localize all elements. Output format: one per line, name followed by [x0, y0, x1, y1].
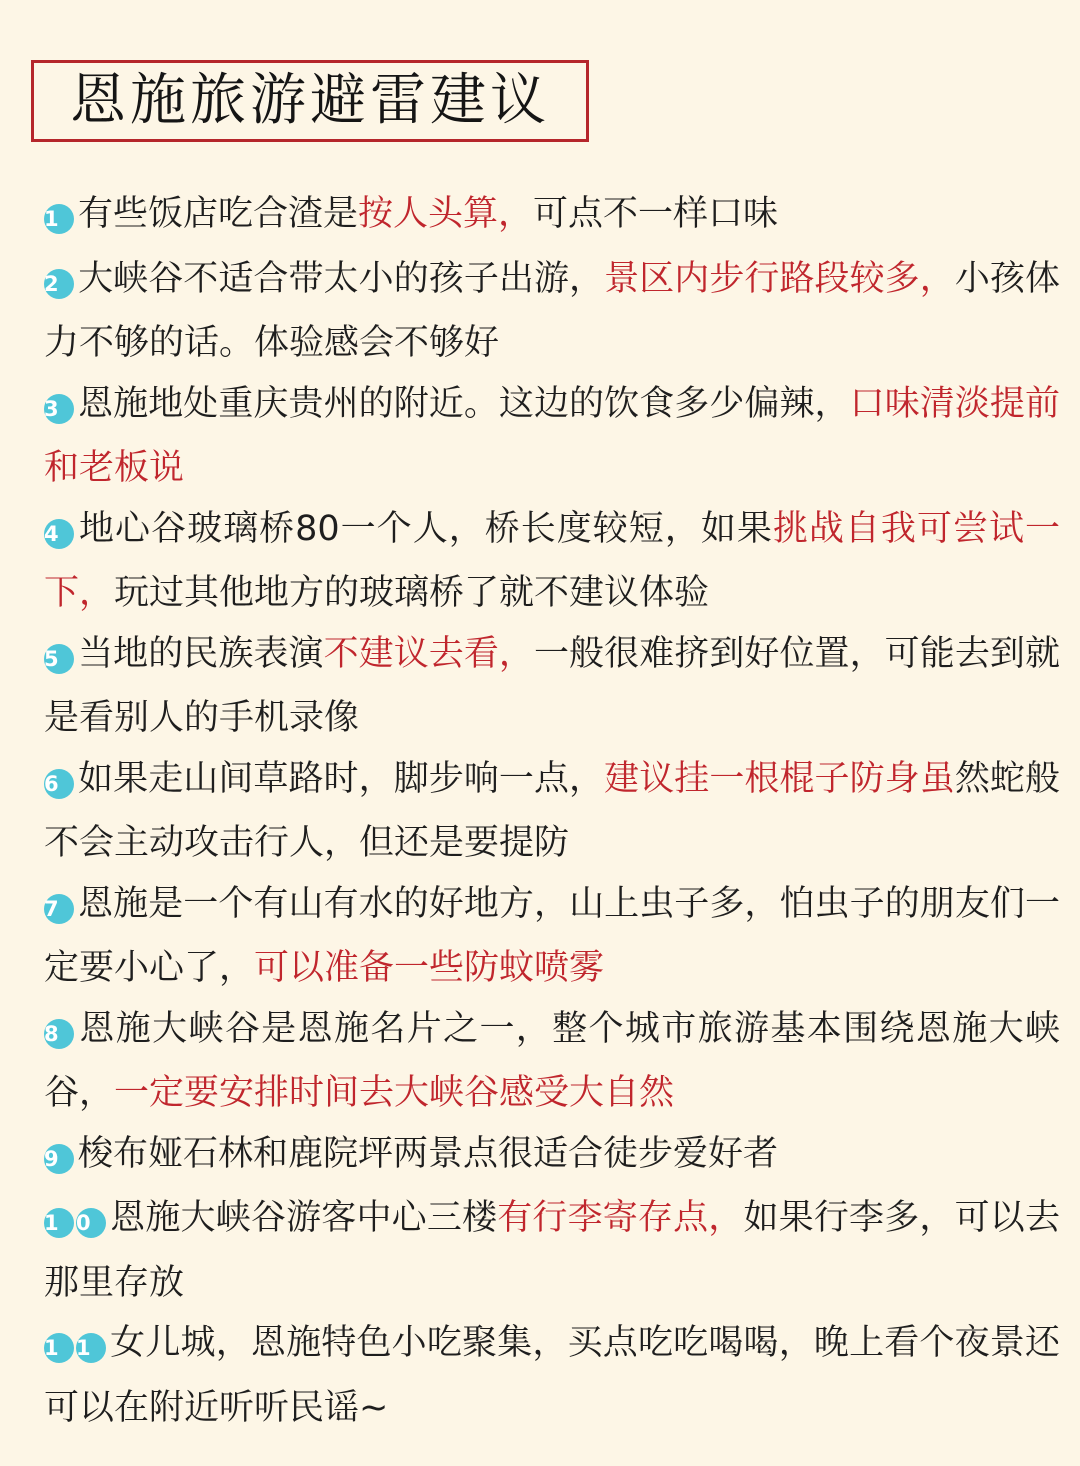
tip-highlight-text: 口味清淡提前和老板说	[44, 383, 1060, 488]
number-circle-icon: 1	[44, 1208, 74, 1238]
tip-text: 当地的民族表演	[78, 633, 324, 674]
tip-text: 女儿城，恩施特色小吃聚集，买点吃吃喝喝，晚上看个夜景还可以在附近听听民谣~	[44, 1323, 1060, 1428]
number-circle-icon: 1	[76, 1333, 106, 1363]
number-circle-icon: 7	[44, 894, 74, 924]
tip-text: 地心谷玻璃桥80一个人，桥长度较短，如果	[78, 508, 773, 549]
tip-item	[44, 249, 1060, 374]
number-circle-icon: 8	[44, 1019, 74, 1049]
number-circle-icon: 3	[44, 394, 74, 424]
tip-highlight-text: 一定要安排时间去大峡谷感受大自然	[114, 1073, 675, 1113]
tip-text: 一般很难挤到好位置，可能去到就是看别人的手机录像	[44, 633, 1060, 738]
number-circle-icon: 9	[44, 1144, 74, 1174]
tip-text: 然蛇般不会主动攻击行人，但还是要提防	[44, 758, 1060, 863]
tip-highlight-text: 挑战自我可尝试一下，	[44, 508, 1060, 613]
page-title: 恩施旅游避雷建议	[70, 68, 550, 133]
tip-text: 梭布娅石林和鹿院坪两景点很适合徒步爱好者	[78, 1133, 779, 1174]
number-circle-icon: 1	[44, 1333, 74, 1363]
tip-highlight-text: 有行李寄存点，	[497, 1198, 744, 1238]
tip-number-badge	[44, 1192, 108, 1253]
tip-highlight-text: 可以准备一些防蚊喷雾	[254, 948, 605, 988]
tip-highlight-text: 不建议去看，	[323, 633, 534, 674]
tip-text: 有些饭店吃合渣是	[78, 194, 359, 234]
tip-number-badge	[44, 378, 76, 439]
tip-item	[44, 999, 1060, 1124]
tip-item	[44, 749, 1060, 874]
tip-number-badge	[44, 1317, 108, 1378]
tip-number-badge	[44, 628, 76, 689]
tip-highlight-text: 景区内步行路段较多，	[604, 258, 955, 299]
number-circle-icon: 6	[44, 769, 74, 799]
tip-number-badge	[44, 503, 76, 564]
tip-item	[44, 1313, 1060, 1438]
tip-item	[44, 499, 1060, 624]
number-circle-icon: 5	[44, 644, 74, 674]
tip-text: 恩施大峡谷是恩施名片之一，整个城市旅游基本围绕恩施大峡谷，	[44, 1008, 1060, 1113]
tip-text: 玩过其他地方的玻璃桥了就不建议体验	[114, 573, 710, 613]
tip-highlight-text: 建议挂一根棍子防身虽	[604, 758, 955, 799]
tip-item	[44, 184, 1060, 249]
tip-text: 小孩体力不够的话。体验感会不够好	[44, 258, 1060, 363]
tip-highlight-text: 按人头算，	[358, 194, 534, 234]
tip-item	[44, 1188, 1060, 1313]
tip-item	[44, 1124, 1060, 1189]
title-box	[31, 60, 589, 142]
tip-number-badge	[44, 878, 76, 939]
tip-item	[44, 374, 1060, 499]
tip-number-badge	[44, 1128, 76, 1189]
tip-number-badge	[44, 253, 76, 314]
tip-number-badge	[44, 188, 76, 249]
tips-list	[44, 184, 1060, 1438]
tip-text: 如果行李多，可以去那里存放	[44, 1198, 1060, 1303]
tip-text: 恩施大峡谷游客中心三楼	[110, 1198, 498, 1238]
tip-item	[44, 624, 1060, 749]
tip-number-badge	[44, 753, 76, 814]
number-circle-icon: 1	[44, 204, 74, 234]
number-circle-icon: 2	[44, 269, 74, 299]
tip-number-badge	[44, 1003, 76, 1064]
number-circle-icon: 4	[44, 519, 74, 549]
tip-text: 如果走山间草路时，脚步响一点，	[78, 758, 605, 799]
number-circle-icon: 0	[76, 1208, 106, 1238]
tip-text: 恩施是一个有山有水的好地方，山上虫子多，怕虫子的朋友们一定要小心了，	[44, 883, 1060, 988]
tip-item	[44, 874, 1060, 999]
tip-text: 可点不一样口味	[533, 194, 779, 234]
tip-text: 大峡谷不适合带太小的孩子出游，	[78, 258, 605, 299]
tip-text: 恩施地处重庆贵州的附近。这边的饮食多少偏辣，	[78, 383, 850, 424]
